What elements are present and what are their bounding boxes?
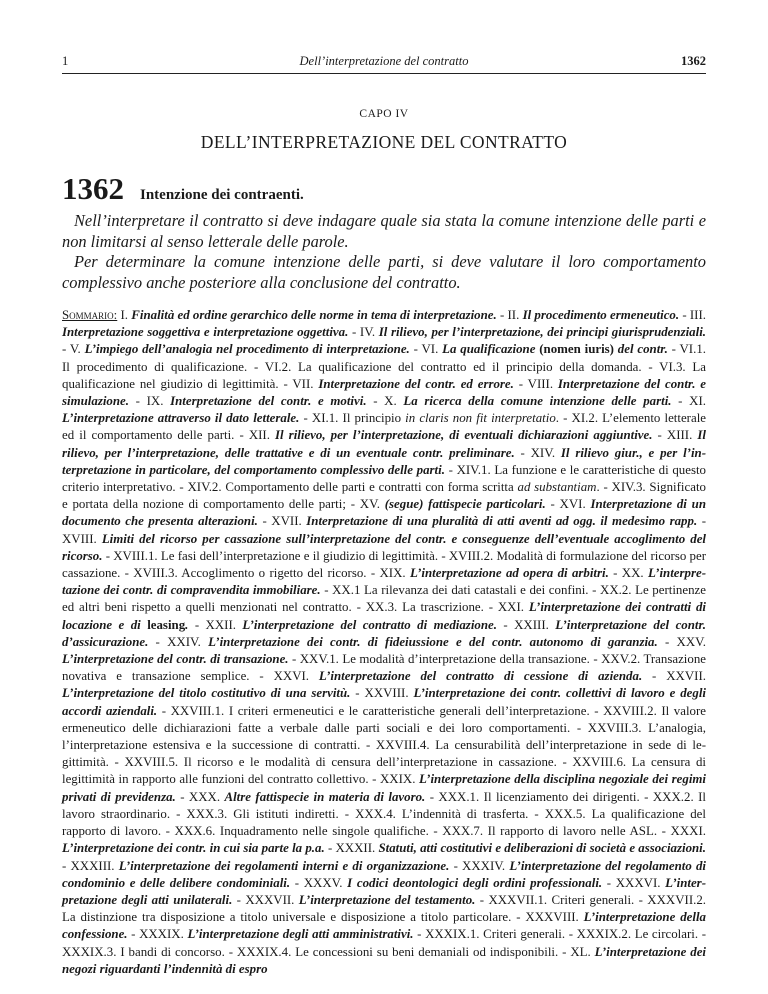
- summary-text: - X.: [366, 394, 404, 409]
- summary-text: - XX.: [608, 566, 648, 581]
- summary-section-title: L’interpretazione dei contratti di locazione e di: [62, 600, 706, 632]
- summary-section-title: Il rilievo, per l’interpretazione, dei principi giurisprudenziali.: [378, 325, 707, 340]
- article-heading-block: [62, 173, 706, 205]
- summary-text: - XXIV.: [148, 634, 209, 649]
- summary-section-title: Statuti, atti costitutivi e deliberazioni di società e associazioni.: [378, 841, 706, 856]
- summary-text: I.: [117, 308, 132, 322]
- summary-text: - II.: [496, 308, 523, 322]
- article-number: 1362: [62, 171, 124, 206]
- summary-section-title: L’interpretazione del testamento.: [298, 892, 476, 907]
- summary-section-title: L’interpretazione dei contr. di compravendita immobiliare.: [62, 566, 706, 598]
- summary-text: - XXVIII.: [350, 686, 414, 701]
- summary-section-title: L’interpretazione dei contr. collettivi di lavoro e degli accordi aziendali.: [62, 686, 706, 718]
- summary-section-title: .: [185, 617, 189, 632]
- chapter-label: CAPO IV: [359, 108, 409, 120]
- summary-section-title: Il rilievo, per l’interpretazione, di eventuali dichiarazioni aggiuntive.: [275, 428, 653, 443]
- summary-latin-term: ad substantiam: [517, 480, 597, 495]
- running-title: Dell’interpretazione del contratto: [299, 54, 469, 68]
- summary-text: - VI.: [409, 342, 443, 357]
- summary-text: - XX.1 La rilevanza dei dati catastali e dei confini. - XX.2. Le pertinenze ed altri beni rispetto a quelli menzionati nel contratto. - XX.3. La trascrizione. - XXI.: [62, 583, 706, 615]
- summary-text: - IV.: [348, 325, 379, 340]
- summary-section-title: Interpretazione del contr. e simulazione.: [62, 376, 707, 409]
- summary-section-title: Il rilievo, per l’interpretazione, delle trattative e di un eventuale contr. preliminare.: [62, 428, 706, 460]
- summary-section-title: L’interpretazione del regolamento di condominio e delle delibere condominiali.: [62, 858, 706, 890]
- article-text: [62, 211, 706, 293]
- summary-text: - XVIII.: [62, 514, 707, 546]
- summary-section-title: Altre fattispecie in materia di lavoro.: [224, 789, 426, 804]
- summary-text: - XI.: [671, 394, 706, 409]
- header-rule: [62, 73, 706, 74]
- summary-section-title: Finalità ed ordine gerarchico delle norme in tema di interpretazione.: [131, 308, 497, 322]
- article-reference: 1362: [681, 54, 706, 68]
- summary-section-title: (segue) fattispecie particolari.: [384, 497, 546, 512]
- summary-section-title: L’interpretazione del contr. di transazione.: [62, 652, 289, 667]
- summary-section-title: Interpretazione soggettiva e interpretazione oggettiva.: [62, 325, 349, 340]
- summary-text: - XXXIII.: [62, 858, 119, 873]
- summary-section-title: L’interpretazione dei regolamenti interni e di organizzazione.: [118, 858, 450, 873]
- summary-section-title: La qualificazione: [442, 342, 540, 357]
- summary-section-title: del contr.: [613, 342, 668, 357]
- summary-section-title: Il rilievo giur., e per l’interpretazione in particolare, del comportamento complessivo delle parti.: [62, 445, 706, 477]
- summary-section-title: I codici deontologici degli ordini professionali.: [347, 875, 603, 890]
- summary-section-title: L’interpretazione attraverso il dato letterale.: [62, 411, 300, 426]
- summary-section-title: L’interpretazione dei contr. di fideiussione e del contr. autonomo di garanzia.: [208, 634, 658, 649]
- article-paragraph: Nell’interpretare il contratto si deve indagare quale sia stata la comune intenzione delle parti e non limitarsi al senso letterale delle parole.: [62, 211, 706, 251]
- summary-text: - XXX.1. Il licenziamento dei dirigenti. - XXX.2. Il lavoro straordinario. - XXX.3. Gli istituti indiretti. - XXX.4. L’indennità di trasferta. - XXX.5. La qualificazione del rapporto di lavoro. - XXX.6. Inquadramento nelle singole qualifiche. - XXX.7. Il rapporto di lavoro nelle ASL. - XXXI.: [62, 789, 706, 839]
- article-heading: Intenzione dei contraenti.: [140, 187, 304, 203]
- summary-section-title: Interpretazione di un documento che presenta alterazioni.: [62, 497, 706, 529]
- page-number: 1: [62, 54, 69, 68]
- summary-text: - XXXV.: [290, 875, 348, 890]
- summary-text: - IX.: [128, 394, 171, 409]
- summary-section-title: L’interpretazione del contratto di mediazione.: [242, 617, 497, 632]
- summary-latin-term: in claris non fit interpretatio: [405, 411, 556, 426]
- summary-text: - VI.1. Il procedimento di qualificazione. - VI.2. La qualificazione del contratto ed il principio della domanda. - VI.3. La qualificazione nel giudizio di legittimità. - VII.: [62, 342, 706, 391]
- summary-term: leasing: [147, 617, 186, 632]
- summary-index: [62, 307, 706, 978]
- summary-text: - XXXVI.: [602, 875, 666, 890]
- summary-text: - XXX.: [175, 789, 225, 804]
- summary-text: - VIII.: [513, 376, 558, 391]
- summary-section-title: L’interpretazione del contratto di cessione di azienda.: [318, 669, 643, 684]
- summary-text: - XXV.: [657, 634, 706, 649]
- summary-section-title: L’interpretazione della confessione.: [62, 910, 706, 942]
- summary-text: - XI.1. Il principio: [299, 411, 406, 426]
- summary-text: - XXVII.: [642, 669, 706, 684]
- summary-text: - XXII.: [188, 617, 243, 632]
- summary-text: - XXVIII.1. I criteri ermeneutici e le caratteristiche generali dell’interpretazione. - XXVIII.2. Il valore ermeneutico delle dichiarazioni fatte a verbale dalle parti sociali e dei loro comportamenti. - XXVIII.3. L’analogia, l’interpretazione estensiva e la successione di contratti. - XXVIII.4. La censurabilità dell’interpretazione in sede di legittimità. - XXVIII.5. Il ricorso e le modalità di censura dell’interpretazione in cassazione. - XXVIII.6. La censura di legittimità in rapporto alle funzioni del contratto collettivo. - XXIX.: [62, 703, 706, 787]
- summary-section-title: La ricerca della comune intenzione delle parti.: [403, 394, 672, 409]
- summary-text: - XXXIX.1. Criteri generali. - XXXIX.2. Le circolari. - XXXIX.3. I bandi di concorso. - XXXIX.4. Le concessioni su beni demaniali od indisponibili. - XL.: [62, 927, 706, 959]
- summary-text: . - XI.2. L’elemento letterale ed il comportamento delle parti. - XII.: [62, 411, 707, 443]
- summary-text: - XXXIV.: [449, 858, 510, 873]
- summary-text: - XXXII.: [324, 841, 379, 856]
- summary-section-title: L’interpretazione della disciplina negoziale dei regimi privati di previdenza.: [62, 772, 707, 804]
- summary-section-title: Limiti del ricorso per cassazione sull’interpretazione del contr. e conseguenze dell’eventuale accoglimento del ricorso.: [62, 531, 706, 563]
- summary-section-title: L’interpretazione del contr. d’assicurazione.: [62, 617, 707, 649]
- summary-section-title: L’impiego dell’analogia nel procedimento di interpretazione.: [84, 342, 410, 357]
- summary-section-title: Interpretazione di una pluralità di atti aventi ad ogg. il medesimo rapp.: [306, 514, 698, 529]
- summary-text: - XXIII.: [496, 617, 556, 632]
- summary-term: (nomen iuris): [539, 342, 614, 357]
- summary-section-title: Il procedimento ermeneutico.: [522, 308, 680, 322]
- summary-text: - XIV.: [514, 445, 561, 460]
- chapter-title: DELL’INTERPRETAZIONE DEL CONTRATTO: [200, 132, 568, 152]
- summary-section-title: L’interpretazione ad opera di arbitri.: [409, 566, 609, 581]
- summary-text: - XIV.1. La funzione e le caratteristiche di questo criterio interpretativo. - XIV.2. Comportamento delle parti e contratti con forma scritta: [62, 462, 707, 495]
- summary-text: - XVII.: [257, 514, 307, 529]
- summary-text: - XVIII.1. Le fasi dell’interpretazione e il giudizio di legittimità. - XVIII.2. Modalità di formulazione del ricorso per cassazione. - XVIII.3. Accoglimento o rigetto del ricorso. - XIX.: [62, 548, 706, 581]
- summary-text: - XXV.1. Le modalità d’interpretazione della transazione. - XXV.2. Transazione novativa e transazione semplice. - XXVI.: [62, 652, 706, 684]
- summary-text: . - XIV.3. Significato e portata della nozione di comportamento delle parti; - XV.: [62, 480, 706, 512]
- running-header: [62, 52, 706, 72]
- summary-section-title: L’interpretazione degli atti amministrativi.: [187, 927, 414, 942]
- summary-label: Sommario:: [62, 308, 118, 322]
- summary-section-title: L’interpretazione degli atti unilaterali.: [62, 875, 706, 907]
- summary-section-title: L’interpretazione dei contr. in cui sia parte la p.a.: [62, 841, 325, 856]
- summary-text: - V.: [62, 342, 85, 357]
- article-paragraph: Per determinare la comune intenzione delle parti, si deve valutare il loro comportamento complessivo anche posteriore alla conclusione del contratto.: [62, 252, 706, 292]
- summary-text: - XXXIX.: [127, 927, 188, 942]
- summary-text: - XXXVII.1. Criteri generali. - XXXVII.2. La distinzione tra disposizione a titolo universale e disposizione a titolo particolare. - XXXVIII.: [62, 892, 707, 925]
- summary-section-title: Interpretazione del contr. e motivi.: [170, 394, 367, 409]
- summary-text: - XXXVII.: [232, 892, 299, 907]
- summary-section-title: L’interpretazione dei negozi riguardanti l’indennità di espro: [62, 944, 707, 976]
- summary-section-title: Interpretazione del contr. ed errore.: [318, 376, 514, 391]
- document-page: [62, 52, 706, 978]
- summary-text: - III.: [679, 308, 706, 322]
- summary-section-title: L’interpretazione del titolo costitutivo di una servitù.: [62, 686, 351, 701]
- summary-text: - XIII.: [652, 428, 698, 443]
- summary-text: - XVI.: [545, 497, 591, 512]
